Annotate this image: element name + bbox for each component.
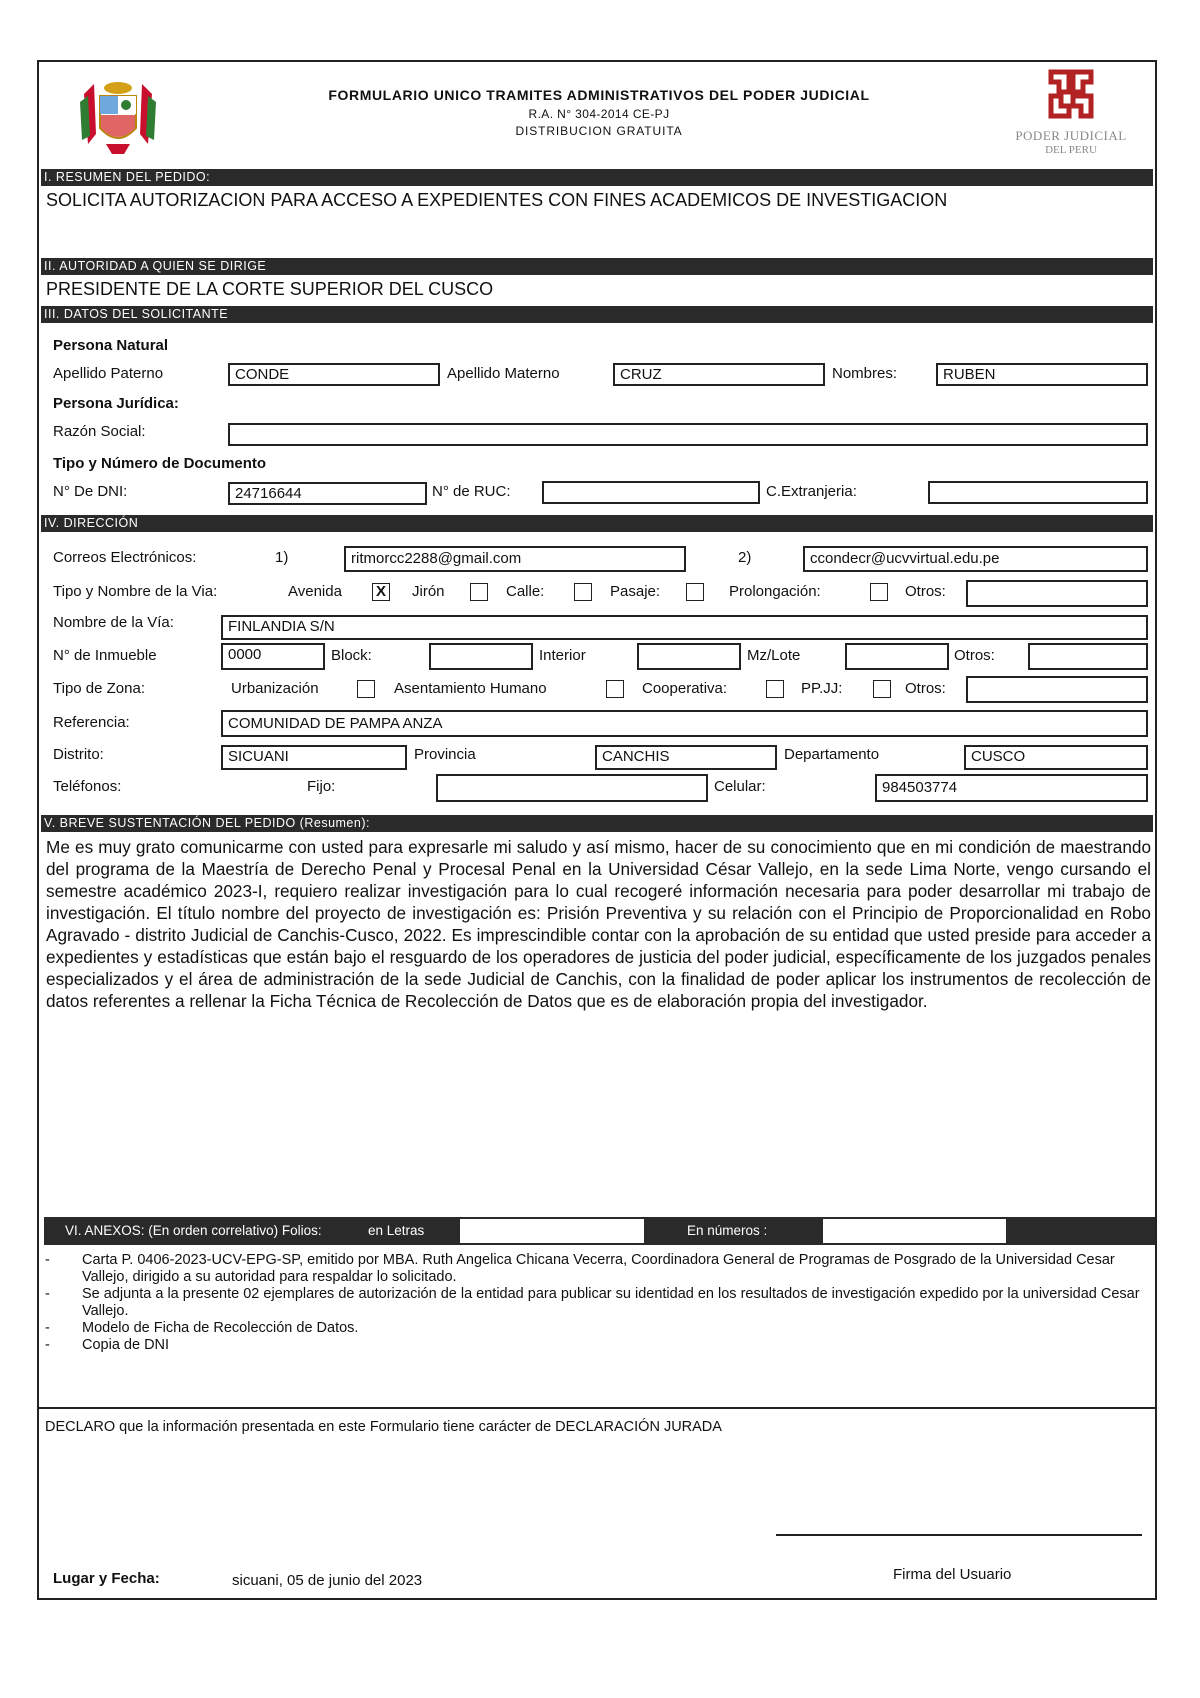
zona-cooperativa-label: Cooperativa: <box>642 680 728 697</box>
resumen-pedido-value: SOLICITA AUTORIZACION PARA ACCESO A EXPEDIENTES CON FINES ACADEMICOS DE INVESTIGACION <box>46 190 948 210</box>
block-label: Block: <box>331 647 372 664</box>
correos-label: Correos Electrónicos: <box>53 549 197 566</box>
signature-line <box>776 1534 1142 1536</box>
section-resumen-header: I. RESUMEN DEL PEDIDO: <box>41 169 1153 186</box>
persona-juridica-heading: Persona Jurídica: <box>53 395 179 412</box>
distrito-field[interactable]: SICUANI <box>221 745 407 770</box>
referencia-label: Referencia: <box>53 714 130 731</box>
nombres-label: Nombres: <box>832 365 898 382</box>
apellido-paterno-field[interactable]: CONDE <box>228 363 440 386</box>
interior-field[interactable] <box>637 643 741 670</box>
nombre-via-field[interactable]: FINLANDIA S/N <box>221 615 1148 640</box>
anexos-numeros-label: En números : <box>687 1223 768 1238</box>
zona-asentamiento-checkbox[interactable] <box>606 680 624 698</box>
provincia-label: Provincia <box>414 746 476 763</box>
lugar-fecha-label: Lugar y Fecha: <box>53 1570 160 1587</box>
fijo-label: Fijo: <box>307 778 336 795</box>
mzlote-label: Mz/Lote <box>747 647 801 664</box>
ra-number: R.A. N° 304-2014 CE-PJ <box>528 107 670 121</box>
zona-cooperativa-checkbox[interactable] <box>766 680 784 698</box>
section-anexos-bar <box>44 1217 1155 1245</box>
anexo-item: - Carta P. 0406-2023-UCV-EPG-SP, emitido por MBA. Ruth Angelica Chicana Vecerra, Coordinadora General de Programas de Posgrado de la Universidad Cesar Vallejo, dirigido a su autoridad para respaldar lo solicitado. <box>45 1252 1115 1285</box>
zona-otros-label: Otros: <box>905 680 946 697</box>
block-field[interactable] <box>429 643 533 670</box>
correo1-field[interactable]: ritmorcc2288@gmail.com <box>344 546 686 572</box>
tipo-via-label: Tipo y Nombre de la Via: <box>53 583 218 600</box>
apellido-materno-label: Apellido Materno <box>447 365 560 382</box>
fijo-field[interactable] <box>436 774 708 802</box>
via-pasaje-checkbox[interactable] <box>686 583 704 601</box>
interior-label: Interior <box>539 647 586 664</box>
administrative-form <box>37 60 1157 1600</box>
provincia-field[interactable]: CANCHIS <box>595 745 777 770</box>
declaration-divider <box>39 1407 1155 1409</box>
apellido-materno-field[interactable]: CRUZ <box>613 363 825 386</box>
razon-social-label: Razón Social: <box>53 423 146 440</box>
anexo-item: - Copia de DNI <box>45 1337 170 1353</box>
extranjeria-field[interactable] <box>928 481 1148 504</box>
via-jiron-label: Jirón <box>412 583 445 600</box>
via-calle-checkbox[interactable] <box>574 583 592 601</box>
celular-label: Celular: <box>714 778 766 795</box>
nombres-field[interactable]: RUBEN <box>936 363 1148 386</box>
signature-label: Firma del Usuario <box>893 1566 1012 1583</box>
zona-asentamiento-label: Asentamiento Humano <box>394 680 547 697</box>
persona-natural-heading: Persona Natural <box>53 337 169 354</box>
section-sustentacion-header: V. BREVE SUSTENTACIÓN DEL PEDIDO (Resumen): <box>41 815 1153 832</box>
inmueble-label: N° de Inmueble <box>53 647 157 664</box>
tipo-documento-heading: Tipo y Número de Documento <box>53 455 267 472</box>
section-solicitante-header: III. DATOS DEL SOLICITANTE <box>41 306 1153 323</box>
via-prolongacion-checkbox[interactable] <box>870 583 888 601</box>
zona-urbanizacion-checkbox[interactable] <box>357 680 375 698</box>
anexos-list <box>45 1252 1145 1354</box>
extranjeria-label: C.Extranjeria: <box>766 483 857 500</box>
dni-label: N° De DNI: <box>53 483 128 500</box>
via-avenida-label: Avenida <box>288 583 342 600</box>
form-title: FORMULARIO UNICO TRAMITES ADMINISTRATIVOS DEL PODER JUDICIAL <box>328 87 870 103</box>
departamento-label: Departamento <box>784 746 880 763</box>
anexo-item: - Se adjunta a la presente 02 ejemplares de autorización de la entidad para publicar su identidad en los resultados de investigación expedido por la universidad Cesar Vallejo. <box>45 1286 1140 1319</box>
ruc-field[interactable] <box>542 481 760 504</box>
poder-judicial-logo <box>1011 68 1131 158</box>
section-direccion-header: IV. DIRECCIÓN <box>41 515 1153 532</box>
via-avenida-checkbox[interactable]: X <box>372 583 390 601</box>
correo2-number: 2) <box>738 549 752 566</box>
anexos-title: VI. ANEXOS: (En orden correlativo) Folios: <box>65 1223 322 1238</box>
razon-social-field[interactable] <box>228 423 1148 446</box>
zona-urbanizacion-label: Urbanización <box>231 680 319 697</box>
nombre-via-label: Nombre de la Vía: <box>53 614 174 631</box>
logo-text-line1: PODER JUDICIAL <box>1015 128 1127 143</box>
otros-label: Otros: <box>954 647 995 664</box>
logo-text-line2: DEL PERU <box>1045 144 1097 156</box>
zona-ppjj-checkbox[interactable] <box>873 680 891 698</box>
departamento-field[interactable]: CUSCO <box>964 745 1148 770</box>
distribution-note: DISTRIBUCION GRATUITA <box>515 124 683 138</box>
via-pasaje-label: Pasaje: <box>610 583 661 600</box>
distrito-label: Distrito: <box>53 746 104 763</box>
anexo-item: - Modelo de Ficha de Recolección de Datos. <box>45 1320 359 1336</box>
anexos-letras-label: en Letras <box>368 1223 425 1238</box>
autoridad-value: PRESIDENTE DE LA CORTE SUPERIOR DEL CUSCO <box>46 279 494 299</box>
ruc-label: N° de RUC: <box>432 483 511 500</box>
via-prolongacion-label: Prolongación: <box>729 583 821 600</box>
dni-field[interactable]: 24716644 <box>228 482 427 505</box>
apellido-paterno-label: Apellido Paterno <box>53 365 164 382</box>
mzlote-field[interactable] <box>845 643 949 670</box>
via-otros-field[interactable] <box>966 580 1148 607</box>
lugar-fecha-value: sicuani, 05 de junio del 2023 <box>232 1572 423 1589</box>
referencia-field[interactable]: COMUNIDAD DE PAMPA ANZA <box>221 710 1148 737</box>
section-autoridad-header: II. AUTORIDAD A QUIEN SE DIRIGE <box>41 258 1153 275</box>
anexos-letras-field[interactable] <box>460 1219 644 1243</box>
correo1-number: 1) <box>275 549 289 566</box>
celular-field[interactable]: 984503774 <box>875 774 1148 802</box>
correo2-field[interactable]: ccondecr@ucvvirtual.edu.pe <box>803 546 1148 572</box>
telefonos-label: Teléfonos: <box>53 778 122 795</box>
declaration-text: DECLARO que la información presentada en este Formulario tiene carácter de DECLARACIÓN JURADA <box>45 1419 722 1435</box>
inmueble-field[interactable]: 0000 <box>221 643 325 670</box>
tipo-zona-label: Tipo de Zona: <box>53 680 145 697</box>
otros-field[interactable] <box>1028 643 1148 670</box>
zona-otros-field[interactable] <box>966 676 1148 703</box>
sustentacion-text: Me es muy grato comunicarme con usted para expresarle mi saludo y así mismo, hacer de su conocimiento que en mi condición de maestrando del programa de la Maestría de Derecho Penal y Procesal Penal en la Universidad César Vallejo, en la sede Lima Norte, vengo cursando el semestre académico 2023-I, requiero realizar investigación para lo cual recogeré información necesaria para poder desarrollar mi trabajo de investigación. El título nombre del proyecto de investigación es: Prisión Preventiva y su relación con el Principio de Proporcionalidad en Robo Agravado - distrito Judicial de Canchis-Cusco, 2022. Es imprescindible contar con la aprobación de su entidad que usted preside para acceder a expedientes y estadísticas que están bajo el resguardo de los operadores de justicia del poder judicial, específicamente de los juzgados penales especializados y el área de administración de la sede Judicial de Canchis, con la finalidad de poder aplicar los instrumentos de recolección de datos referentes a rellenar la Ficha Técnica de Recolección de Datos que es de elaboración propia del investigador. <box>46 837 1151 1011</box>
zona-ppjj-label: PP.JJ: <box>801 680 843 697</box>
via-otros-label: Otros: <box>905 583 946 600</box>
anexos-numeros-field[interactable] <box>823 1219 1006 1243</box>
via-jiron-checkbox[interactable] <box>470 583 488 601</box>
via-calle-label: Calle: <box>506 583 545 600</box>
